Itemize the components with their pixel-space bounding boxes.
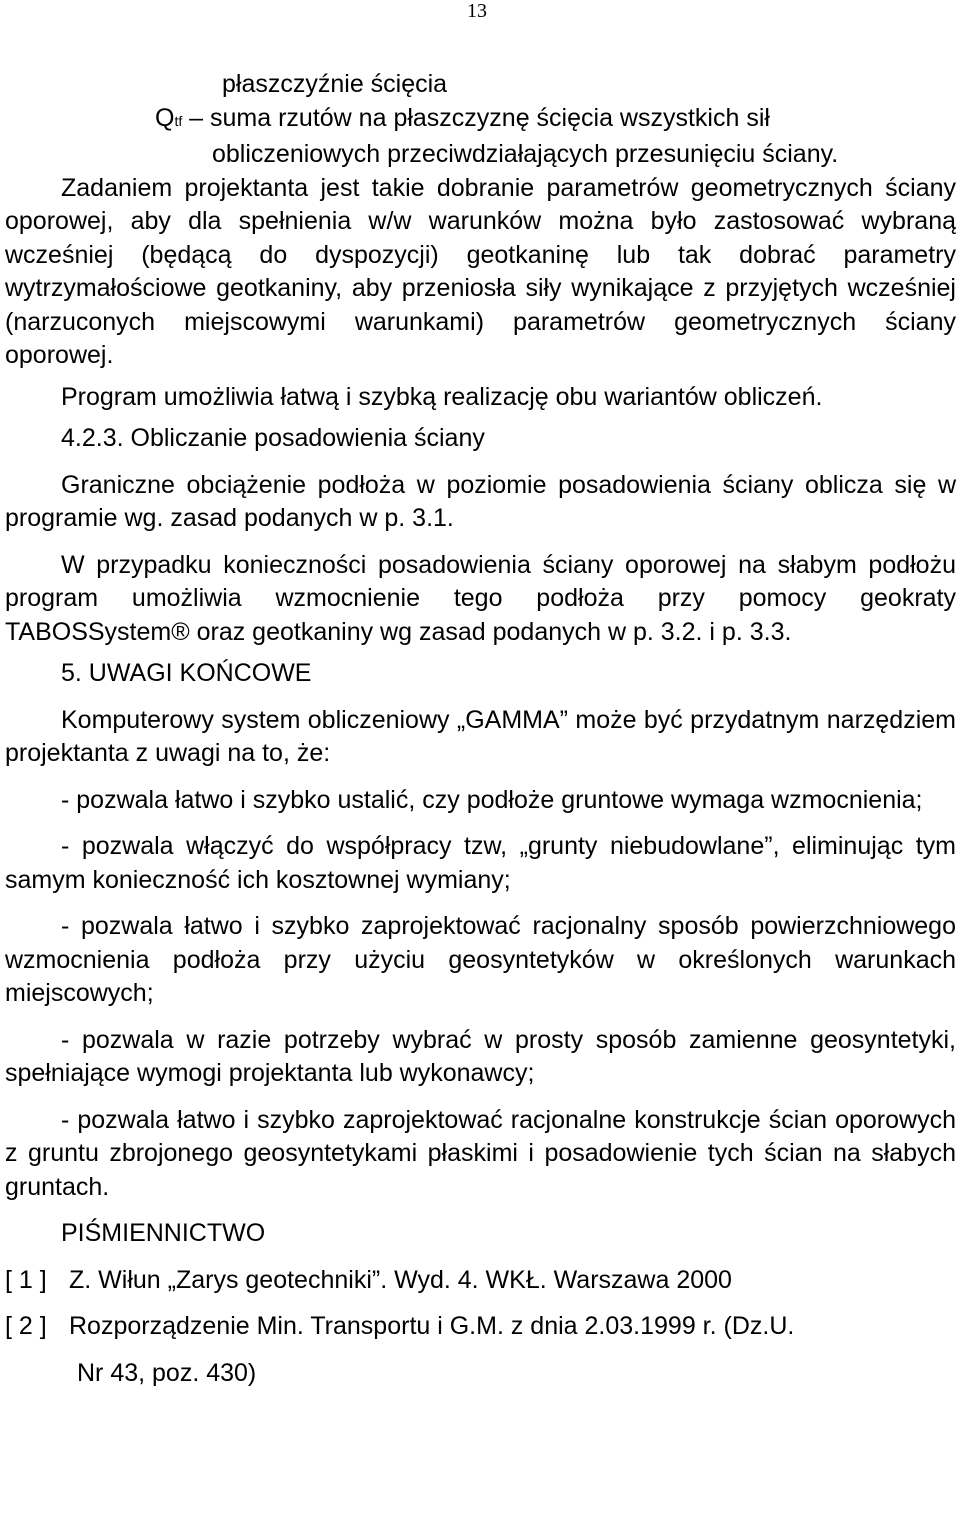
- reference-continuation: Nr 43, poz. 430): [77, 1358, 257, 1387]
- paragraph-gamma-system: Komputerowy system obliczeniowy „GAMMA” może być przydatnym narzędziem projektanta z uwagi na to, że:: [5, 705, 956, 767]
- hanging-line-qtf-definition: [5, 102, 956, 139]
- reference-number: [ 2 ]: [5, 1312, 47, 1340]
- reference-text: Rozporządzenie Min. Transportu i G.M. z dnia 2.03.1999 r. (Dz.U.: [69, 1312, 795, 1340]
- page-number: 13: [467, 0, 487, 22]
- qtf-definition-text: – suma rzutów na płaszczyznę ścięcia wszystkich sił: [182, 103, 770, 132]
- section-heading-5: 5. UWAGI KOŃCOWE: [61, 659, 312, 687]
- paragraph-program-variants: Program umożliwia łatwą i szybką realizację obu wariantów obliczeń.: [61, 382, 823, 411]
- reference-item: [5, 1310, 956, 1344]
- list-item: - pozwala w razie potrzeby wybrać w prosty sposób zamienne geosyntetyki, spełniające wymogi projektanta lub wykonawcy;: [5, 1025, 956, 1087]
- document-body: [5, 68, 956, 1390]
- list-item: - pozwala łatwo i szybko zaprojektować racjonalny sposób powierzchniowego wzmocnienia podłoża przy użyciu geosyntetyków w określonych warunkach miejscowych;: [5, 912, 956, 1007]
- paragraph-bearing-capacity: Graniczne obciążenie podłoża w poziomie posadowienia ściany oblicza się w programie wg. zasad podanych w p. 3.1.: [5, 470, 956, 532]
- list-item: - pozwala włączyć do współpracy tzw, „grunty niebudowlane”, eliminując tym samym konieczność ich kosztownej wymiany;: [5, 832, 956, 894]
- paragraph-weak-subsoil: W przypadku konieczności posadowienia ściany oporowej na słabym podłożu program umożliwia wzmocnienie tego podłoża przy pomocy geokraty TABOSSystem® oraz geotkaniny wg zasad podanych w p. 3.2. i p. 3.3.: [5, 550, 956, 646]
- symbol-q: Q: [155, 103, 175, 132]
- section-heading-4-2-3: 4.2.3. Obliczanie posadowienia ściany: [61, 424, 485, 452]
- symbol-subscript-tf: tf: [174, 112, 183, 129]
- hanging-line-continuation: obliczeniowych przeciwdziałających przesunięciu ściany.: [212, 140, 839, 168]
- paragraph-designer-task: Zadaniem projektanta jest takie dobranie parametrów geometrycznych ściany oporowej, aby dla spełnienia w/w warunków można było zastosować wybraną wcześniej (będącą do dyspozycji) geotkaninę lub tak dobrać parametry wytrzymałościowe geotkaniny, aby przeniosła siły wynikające z przyjętych wcześniej (narzuconych miejscowymi warunkami) parametrów geometrycznych ściany oporowej.: [5, 173, 956, 369]
- hanging-line-shear-plane: płaszczyźnie ścięcia: [222, 70, 448, 98]
- reference-text: Z. Wiłun „Zarys geotechniki”. Wyd. 4. WKŁ. Warszawa 2000: [69, 1265, 732, 1294]
- list-item: - pozwala łatwo i szybko zaprojektować racjonalne konstrukcje ścian oporowych z gruntu zbrojonego geosyntetykami płaskimi i posadowienie tych ścian na słabych gruntach.: [5, 1105, 956, 1201]
- references-heading: PIŚMIENNICTWO: [61, 1219, 266, 1247]
- reference-number: [ 1 ]: [5, 1265, 47, 1294]
- list-item: - pozwala łatwo i szybko ustalić, czy podłoże gruntowe wymaga wzmocnienia;: [61, 785, 923, 814]
- reference-item: [5, 1264, 956, 1298]
